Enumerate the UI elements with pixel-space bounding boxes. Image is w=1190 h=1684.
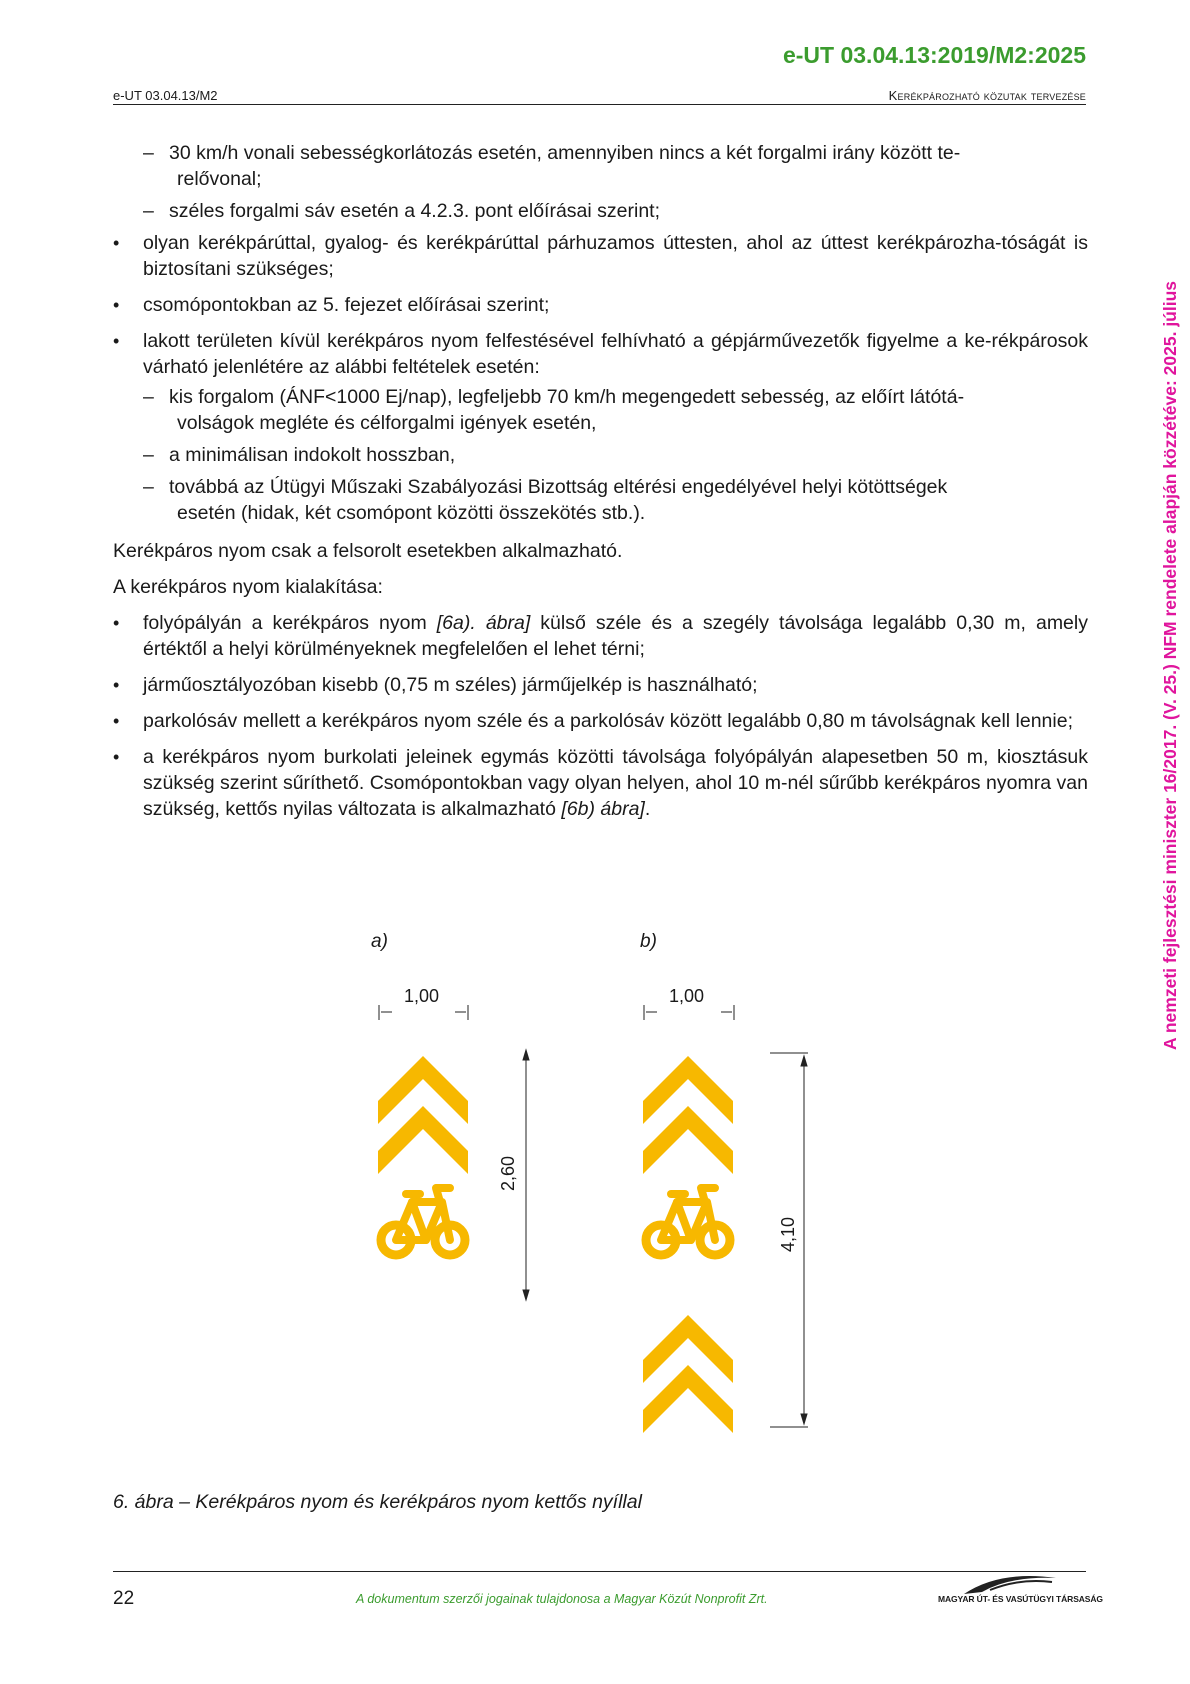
bullet-marker: • bbox=[113, 613, 120, 633]
dash-text-line-1: 30 km/h vonali sebességkorlátozás esetén, amennyiben nincs a két forgalmi irány között te- bbox=[169, 142, 961, 164]
bullet-marker: • bbox=[113, 675, 120, 695]
figure-a-height-value: 2,60 bbox=[498, 1155, 519, 1192]
side-publication-note: A nemzeti fejlesztési miniszter 16/2017. (V. 25.) NFM rendelete alapján közzétéve: 2025. július bbox=[1160, 280, 1180, 1050]
figure-a-width-value: 1,00 bbox=[404, 986, 440, 1006]
figure-b-width-value: 1,00 bbox=[669, 986, 705, 1006]
figure-b-arrow-bottom-lower bbox=[643, 1365, 733, 1433]
figure-b-bicycle-icon bbox=[646, 1188, 730, 1255]
bullet-text-part: folyópályán a kerékpáros nyom bbox=[143, 612, 437, 634]
bullet-marker: • bbox=[113, 233, 120, 253]
dash-text: széles forgalmi sáv esetén a 4.2.3. pont előírásai szerint; bbox=[169, 200, 661, 222]
page-number: 22 bbox=[113, 1588, 135, 1609]
society-logo-text: MAGYAR ÚT- ÉS VASÚTÜGYI TÁRSASÁG bbox=[938, 1594, 1103, 1604]
bullet-text: járműosztályozóban kisebb (0,75 m széles) járműjelkép is használható; bbox=[143, 674, 758, 696]
figure-a-bicycle-icon bbox=[381, 1188, 465, 1255]
bullet-marker: • bbox=[113, 747, 120, 767]
dash-marker: – bbox=[143, 444, 154, 466]
society-logo-icon bbox=[960, 1568, 1060, 1596]
document-code-top: e-UT 03.04.13:2019/M2:2025 bbox=[782, 42, 1086, 68]
dash-text-line-2: esetén (hidak, két csomópont közötti összekötés stb.). bbox=[177, 502, 646, 524]
figure-a-label: a) bbox=[371, 931, 388, 952]
footer-rule bbox=[113, 1571, 1086, 1572]
bullet-marker: • bbox=[113, 331, 120, 351]
bullet-text: parkolósáv mellett a kerékpáros nyom széle és a parkolósáv között legalább 0,80 m távolságnak kell lennie; bbox=[143, 710, 1074, 732]
figure-b-arrow-lower bbox=[643, 1106, 733, 1174]
header-right-title: Kerékpározható közutak tervezése bbox=[888, 88, 1086, 103]
paragraph: Kerékpáros nyom csak a felsorolt esetekben alkalmazható. bbox=[113, 540, 623, 562]
dash-text-line-1: továbbá az Útügyi Műszaki Szabályozási Bizottság eltérési engedélyével helyi kötöttségek bbox=[169, 476, 948, 498]
bullet-text: csomópontokban az 5. fejezet előírásai szerint; bbox=[143, 294, 550, 316]
figure-a-arrow-lower bbox=[378, 1106, 468, 1174]
bullet-text-part: külső széle és a szegély távolsága legalább 0,30 m, amely értéktől a helyi körülményeknek megfelelően el lehet térni; bbox=[143, 612, 1088, 660]
figure-b-width-dimension bbox=[644, 1005, 734, 1020]
figure-a-width-dimension bbox=[379, 1005, 468, 1020]
figure-reference: [6b) ábra] bbox=[561, 798, 645, 820]
dash-text: a minimálisan indokolt hosszban, bbox=[169, 444, 456, 466]
bullet-marker: • bbox=[113, 711, 120, 731]
dash-marker: – bbox=[143, 200, 154, 222]
bullet-text: olyan kerékpárúttal, gyalog- és kerékpárúttal párhuzamos úttesten, ahol az úttest kerékpározha-tóságát is biztosítani szükséges; bbox=[143, 232, 1088, 280]
bullet-text-part: a kerékpáros nyom burkolati jeleinek egymás közötti távolsága folyópályán alapesetben 50 m, kiosztásuk szükség szerint sűríthető. Csomópontokban vagy olyan helyen, ahol 10 m-nél sűrűbb kerékpáros nyomra van szükség, kettős nyilas változata is alkalmazható bbox=[143, 746, 1088, 820]
dash-text-line-2: volságok megléte és célforgalmi igények esetén, bbox=[177, 412, 597, 434]
figure-b-label: b) bbox=[640, 931, 657, 952]
figure-b-height-value: 4,10 bbox=[778, 1216, 799, 1253]
paragraph: A kerékpáros nyom kialakítása: bbox=[113, 576, 383, 598]
dash-marker: – bbox=[143, 476, 154, 498]
dash-text-line-1: kis forgalom (ÁNF<1000 Ej/nap), legfeljebb 70 km/h megengedett sebesség, az előírt látótá- bbox=[169, 386, 965, 408]
dash-marker: – bbox=[143, 386, 154, 408]
copyright-notice: A dokumentum szerzői jogainak tulajdonosa a Magyar Közút Nonprofit Zrt. bbox=[356, 1592, 768, 1606]
bullet-text: lakott területen kívül kerékpáros nyom felfestésével felhívható a gépjárművezetők figyelme a ke-rékpárosok várható jelenlétére az alábbi feltételek esetén: bbox=[143, 330, 1088, 378]
bullet-text-part: . bbox=[644, 798, 651, 820]
dash-text-line-2: relővonal; bbox=[177, 168, 262, 190]
bullet-marker: • bbox=[113, 295, 120, 315]
figure-a-height-dimension bbox=[523, 1050, 529, 1300]
dash-marker: – bbox=[143, 142, 154, 164]
header-left-code: e-UT 03.04.13/M2 bbox=[113, 88, 218, 103]
figure-caption: 6. ábra – Kerékpáros nyom és kerékpáros nyom kettős nyíllal bbox=[113, 1491, 642, 1513]
figure-reference: [6a). ábra] bbox=[436, 612, 531, 634]
